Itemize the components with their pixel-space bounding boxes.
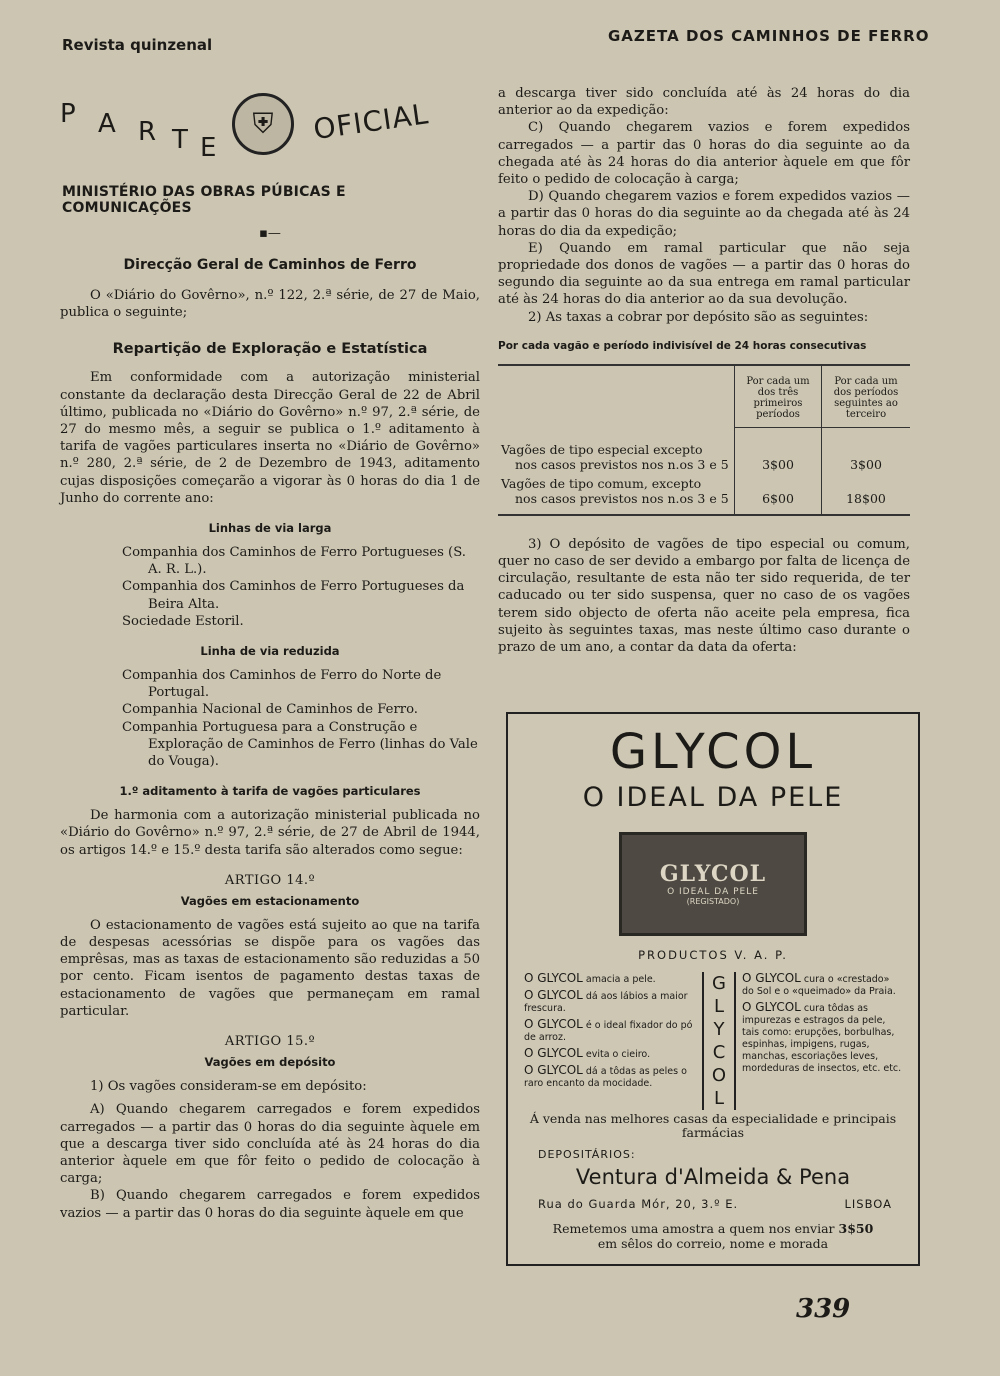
artigo-15-heading: ARTIGO 15.º <box>224 1034 316 1050</box>
linha-reduzida-heading: Linha de via reduzida <box>200 644 340 659</box>
artigo-14-heading: ARTIGO 14.º <box>224 872 316 888</box>
linha-reduzida-list <box>122 667 480 770</box>
list-item: Companhia dos Caminhos de Ferro Portugueses (S. A. R. L.). <box>122 545 466 578</box>
label-line2: O IDEAL DA PELE <box>667 887 759 897</box>
estacionamento-paragraph: O estacionamento de vagões está sujeito ao que na tarifa de despesas acessórias se dispõe para os vagões das emprêsas, mas as taxas de estacionamento são reduzidas a 50 por cento. Ficam isentos de pagamento destas taxas de estacionamento de vagões que permaneçam em ramal particular. <box>60 917 480 1019</box>
estacionamento-heading: Vagões em estacionamento <box>180 893 360 908</box>
vertical-glycol: G L Y C O L <box>702 972 736 1110</box>
rates-table <box>498 364 910 516</box>
benefit-item: O GLYCOL evita o cieiro. <box>524 1046 651 1060</box>
ornament: ▪— <box>259 226 281 241</box>
right-column <box>498 85 910 656</box>
row-label: Vagões de tipo especial excepto nos casos previstos nos n.os 3 e 5 <box>501 441 729 472</box>
title-letter: E <box>200 133 218 163</box>
benefit-item: O GLYCOL dá aos lábios a maior frescura. <box>524 988 688 1014</box>
column-header: Por cada um dos períodos seguintes ao terceiro <box>822 365 911 428</box>
label-name: GLYCOL <box>659 861 767 887</box>
sample-price: 3$50 <box>838 1221 874 1236</box>
continued-paragraph: a descarga tiver sido concluída até às 24 horas do dia anterior ao da expedição: <box>498 86 910 119</box>
ministry-heading: MINISTÉRIO DAS OBRAS PÚBICAS E COMUNICAÇÕES <box>62 184 346 216</box>
linhas-larga-list <box>122 544 480 630</box>
title-letter: A <box>98 109 117 139</box>
depositarios-label: DEPOSITÁRIOS: <box>538 1148 636 1161</box>
cell-value: 3$00 <box>822 428 911 474</box>
parte-oficial-title <box>60 85 480 170</box>
benefit-item: O GLYCOL dá a tôdas as peles o raro encanto da mocidade. <box>524 1063 687 1089</box>
deposito-c: C) Quando chegarem vazios e forem expedidos carregados — a partir das 0 horas do dia seguinte ao da chegada até às 24 horas do dia anterior àquele em que fôr feito o pedido de colocação à carga; <box>498 120 910 188</box>
benefit-item: O GLYCOL cura o «crestado» do Sol e o «queimado» da Praia. <box>742 971 896 997</box>
venda-line: Á venda nas melhores casas da especialidade e principais farmácias <box>529 1111 897 1140</box>
street-address: Rua do Guarda Mór, 20, 3.º E. <box>538 1197 739 1211</box>
intro-paragraph: O «Diário do Govêrno», n.º 122, 2.ª série, de 27 de Maio, publica o seguinte; <box>60 288 480 321</box>
left-column <box>60 85 480 1222</box>
table-header-row <box>498 365 910 428</box>
list-item: Companhia Nacional de Caminhos de Ferro. <box>122 702 418 718</box>
deposito-a: A) Quando chegarem carregados e forem expedidos carregados — a partir das 0 horas do dia seguinte àquele em que a descarga tiver sido concluída até às 24 horas do dia anterior àquele em que fôr feito o pedido de colocação à carga; <box>60 1102 480 1187</box>
list-item: Companhia dos Caminhos de Ferro Portugueses da Beira Alta. <box>122 579 465 612</box>
title-letter: T <box>172 125 189 155</box>
list-item: Sociedade Estoril. <box>122 613 244 629</box>
productos-line: PRODUCTOS V. A. P. <box>638 948 788 962</box>
product-label-image <box>619 832 807 936</box>
list-item: Companhia Portuguesa para a Construção e Exploração de Caminhos de Ferro (linhas do Vale do Vouga). <box>122 719 478 770</box>
benefit-item: O GLYCOL amacia a pele. <box>524 971 656 985</box>
glycol-advertisement <box>506 712 920 1266</box>
sample-offer: Remetemos uma amostra a quem nos enviar 3$50 em sêlos do correio, nome e morada <box>552 1221 874 1251</box>
cell-value: 18$00 <box>822 474 911 515</box>
title-letter: R <box>138 117 158 147</box>
linhas-larga-heading: Linhas de via larga <box>208 521 332 536</box>
conformidade-paragraph: Em conformidade com a autorização ministerial constante da declaração desta Direcção Geral de 22 de Abril último, publicada no «Diário do Govêrno» n.º 97, 2.ª série, de 27 do mesmo mês, a seguir se publica o 1.º aditamento à tarifa de vagões particulares inserta no «Diário de Govêrno» n.º 280, 2.ª série, de 2 de Dezembro de 1943, aditamento cujas disposições começarão a vigorar às 0 horas do dia 1 de Junho do corrente ano: <box>60 370 480 506</box>
title-word: OFICIAL <box>311 97 431 146</box>
aditamento-heading: 1.º aditamento à tarifa de vagões particulares <box>119 784 421 799</box>
title-letter: P <box>60 99 77 129</box>
address-line <box>538 1197 892 1211</box>
deposito-1: 1) Os vagões consideram-se em depósito: <box>90 1079 367 1095</box>
taxas-paragraph: 2) As taxas a cobrar por depósito são as seguintes: <box>528 309 869 325</box>
deposito-b: B) Quando chegarem carregados e forem expedidos vazios — a partir das 0 horas do dia seguinte àquele em que <box>60 1188 480 1221</box>
firm-name: Ventura d'Almeida & Pena <box>575 1165 851 1189</box>
city: LISBOA <box>844 1197 892 1211</box>
benefits-left <box>524 972 696 1110</box>
coat-of-arms-icon: ⛨ <box>232 93 294 155</box>
benefits-right <box>742 972 902 1110</box>
table-row <box>498 474 910 515</box>
table-row <box>498 428 910 474</box>
benefit-item: O GLYCOL cura tôdas as impurezas e estragos da pele, tais como: erupções, borbulhas, espinhas, impigens, rugas, manchas, escoriações leves, mordeduras de insectos, etc. etc. <box>742 1000 902 1074</box>
ad-title: GLYCOL <box>609 724 817 780</box>
column-header: Por cada um dos três primeiros períodos <box>735 365 822 428</box>
deposito-e: E) Quando em ramal particular que não seja propriedade dos donos de vagões — a partir das 0 horas do segundo dia seguinte ao da sua entrega em ramal particular até às 24 horas do dia anterior ao da sua devolução. <box>498 240 910 308</box>
direccao-heading: Direcção Geral de Caminhos de Ferro <box>123 257 417 273</box>
ad-benefits <box>524 972 908 1110</box>
table-heading: Por cada vagão e período indivisível de 24 horas consecutivas <box>498 339 867 352</box>
header-left: Revista quinzenal <box>62 36 213 54</box>
list-item: Companhia dos Caminhos de Ferro do Norte de Portugal. <box>122 668 442 701</box>
reparticao-heading: Repartição de Exploração e Estatística <box>112 341 428 358</box>
deposito-heading: Vagões em depósito <box>204 1055 336 1070</box>
benefit-item: O GLYCOL é o ideal fixador do pó de arroz. <box>524 1017 693 1043</box>
row-label: Vagões de tipo comum, excepto nos casos previstos nos n.os 3 e 5 <box>501 475 729 506</box>
harmonia-paragraph: De harmonia com a autorização ministerial publicada no «Diário do Govêrno» n.º 97, 2.ª série, de 27 de Abril de 1944, os artigos 14.º e 15.º desta tarifa são alterados como segue: <box>60 808 480 858</box>
label-line3: (REGISTADO) <box>686 897 740 906</box>
cell-value: 3$00 <box>735 428 822 474</box>
ad-subtitle: O IDEAL DA PELE <box>582 782 844 813</box>
page-number: 339 <box>796 1294 851 1324</box>
header-right: GAZETA DOS CAMINHOS DE FERRO <box>608 27 930 45</box>
deposito-3: 3) O depósito de vagões de tipo especial ou comum, quer no caso de ser devido a embargo por falta de licença de circulação, resultante de esta não ter sido requerida, de ter caducado ou ter sido suspensa, quer no caso de os vagões terem sido objecto de oferta não aceite pela empresa, fica sujeito às seguintes taxas, mas neste último caso durante o prazo de um ano, a contar da data da oferta: <box>498 536 910 656</box>
deposito-d: D) Quando chegarem vazios e forem expedidos vazios — a partir das 0 horas do dia seguinte ao da chegada até às 24 horas do dia da expedição; <box>498 189 910 239</box>
cell-value: 6$00 <box>735 474 822 515</box>
